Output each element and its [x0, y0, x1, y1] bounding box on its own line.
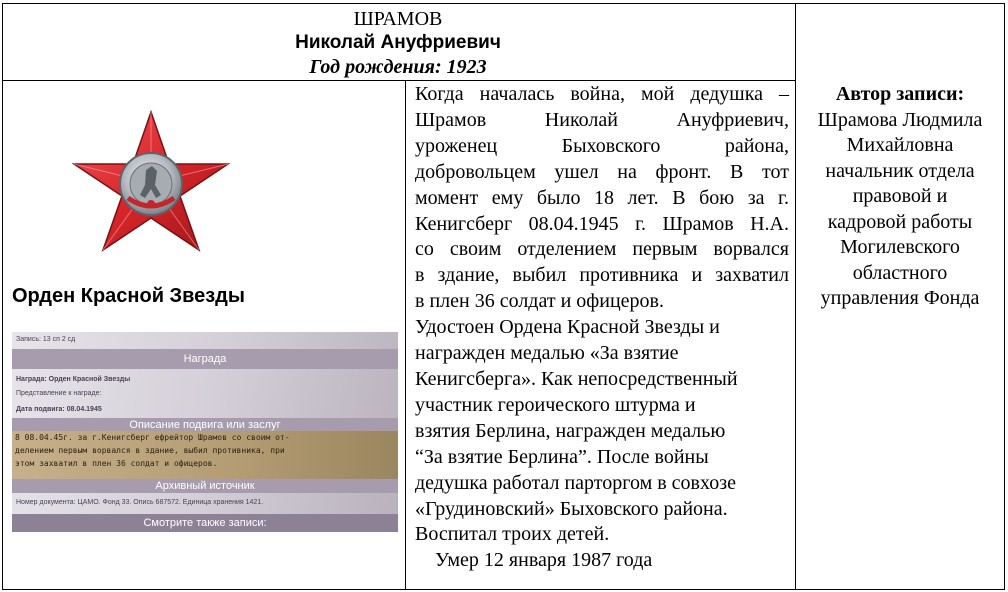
- photo-section-award: Награда: [12, 349, 398, 369]
- award-name: Орден Красной Звезды: [12, 285, 245, 307]
- author-line: управления Фонда: [820, 287, 980, 309]
- header-cell: [3, 4, 793, 79]
- story-line: в плен 36 солдат и офицеров.: [415, 290, 664, 313]
- award-document-photo: [12, 332, 398, 532]
- author-line: Михайловна: [846, 134, 954, 156]
- photo-typed-line: 8 08.04.45г. за г.Кенигсберг ефрейтор Шрамов со своим от-: [15, 433, 290, 442]
- photo-archive-line: Номер документа: ЦАМО. Фонд 33. Опись 687572. Единица хранения 1421.: [16, 499, 264, 506]
- photo-section-archive: Архивный источник: [12, 479, 398, 493]
- story-line: уроженец Быховского района,: [415, 134, 789, 157]
- photo-award-line: Награда: Орден Красной Звезды: [16, 376, 131, 383]
- surname: ШРАМОВ: [353, 8, 443, 30]
- story-line: дедушка работал парторгом в совхозе: [415, 471, 737, 494]
- author-line: правовой и: [852, 185, 948, 207]
- author-line: Шрамова Людмила: [817, 108, 983, 131]
- birth-year: Год рождения: 1923: [309, 56, 487, 78]
- author-line: Могилевского: [840, 236, 960, 258]
- photo-typed-text: [12, 431, 398, 479]
- story-line: «Грудиновский» Быховского района.: [415, 497, 728, 520]
- author-line: кадровой работы: [827, 210, 973, 233]
- story-line: Шрамов Николай Ануфриевич,: [415, 108, 789, 131]
- photo-see-also: Смотрите также записи:: [12, 514, 398, 532]
- story-line: момент ему было 18 лет. В бою за г.: [415, 186, 789, 209]
- story-line: добровольцем ушел на фронт. В тот: [415, 160, 789, 183]
- story-line: со своим отделением первым ворвался: [415, 238, 789, 261]
- story-line: участник героического штурма и: [415, 393, 696, 416]
- photo-typed-line: этом захватил в плен 36 солдат и офицеров.: [15, 459, 218, 468]
- author-line: начальник отдела: [825, 159, 975, 182]
- full-name: Николай Ануфриевич: [295, 32, 501, 53]
- story-line: Воспитал троих детей.: [415, 523, 610, 546]
- author-cell: [797, 82, 1003, 312]
- story-line: Удостоен Ордена Красной Звезды и: [415, 316, 720, 339]
- photo-presented-line: Представление к награде:: [16, 390, 102, 397]
- photo-typed-line: делением первым ворвался в здание, выбил противника, при: [15, 446, 285, 455]
- story-line: Кенигсберг 08.04.1945 г. Шрамов Н.А.: [415, 212, 789, 235]
- photo-date-line: Дата подвига: 08.04.1945: [16, 406, 102, 413]
- column-divider-right: [795, 3, 796, 590]
- author-title: Автор записи:: [835, 83, 965, 105]
- story-text: [415, 82, 789, 574]
- order-red-star-image: [66, 108, 236, 258]
- header-row-divider: [2, 80, 796, 81]
- story-line: Кенигсберга». Как непосредственный: [415, 367, 738, 390]
- photo-section-feat: Описание подвига или заслуг: [12, 418, 398, 432]
- column-divider-middle: [405, 80, 406, 590]
- photo-page-counter: Запись: 13 сп 2 сд: [16, 336, 76, 343]
- story-death-line: Умер 12 января 1987 года: [435, 549, 653, 572]
- story-line: Когда началась война, мой дедушка –: [415, 83, 789, 105]
- story-line: в здание, выбил противника и захватил: [415, 264, 789, 287]
- story-line: награжден медалью «За взятие: [415, 342, 679, 365]
- story-line: “За взятие Берлина”. После войны: [415, 445, 709, 468]
- author-line: областного: [852, 261, 948, 284]
- story-line: взятия Берлина, награжден медалью: [415, 419, 726, 442]
